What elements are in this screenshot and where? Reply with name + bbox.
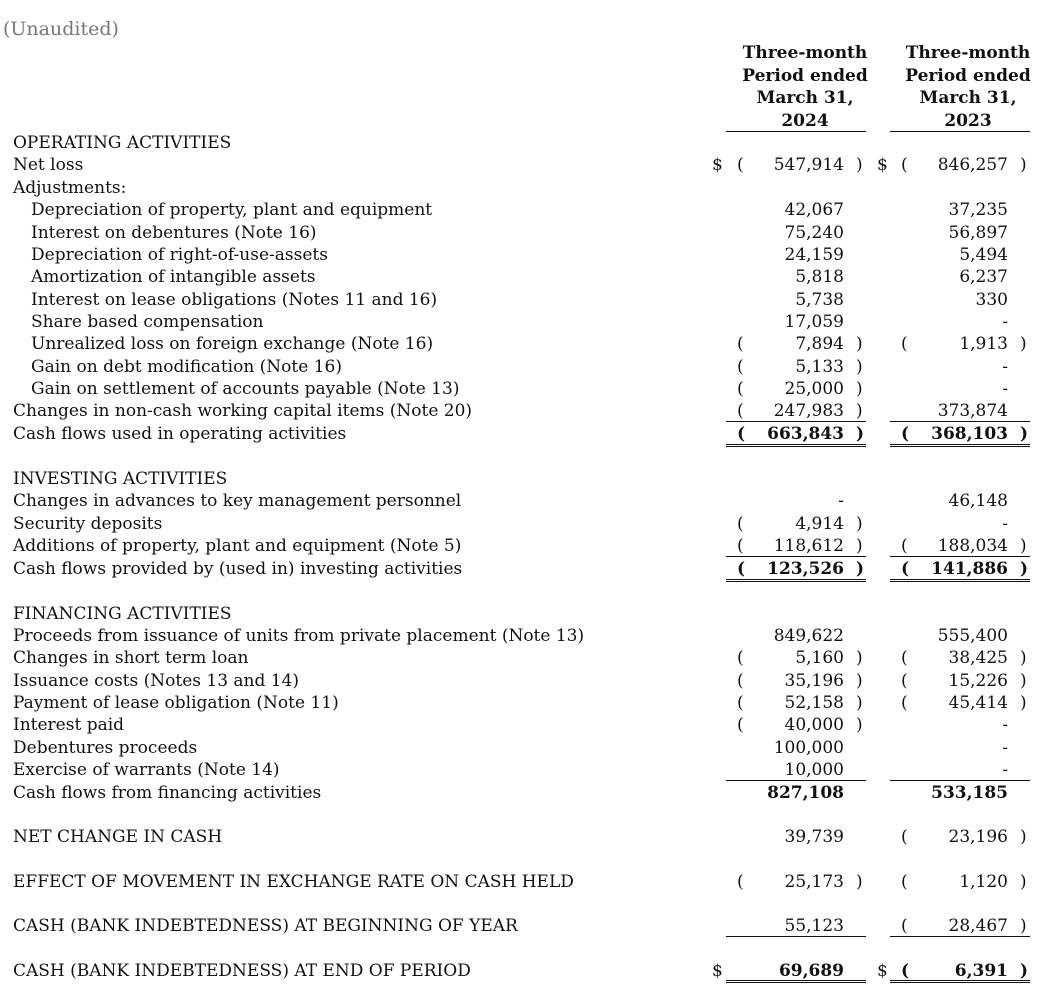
table-row <box>0 423 1042 445</box>
row-label: NET CHANGE IN CASH <box>13 827 223 847</box>
value-2023: 6,237 <box>959 267 1008 287</box>
row-label: Gain on settlement of accounts payable (Note 13) <box>31 379 460 399</box>
negative-close-paren: ) <box>1020 424 1029 444</box>
row-label: Changes in short term loan <box>13 648 249 668</box>
value-2024: 24,159 <box>784 245 844 265</box>
table-row <box>0 580 1042 602</box>
row-label: Payment of lease obligation (Note 11) <box>13 693 339 713</box>
value-2024: 17,059 <box>784 312 844 332</box>
value-2024: 52,158 <box>784 693 844 713</box>
value-2023: 368,103 <box>931 424 1008 444</box>
negative-open-paren: ( <box>737 536 744 556</box>
table-row <box>0 445 1042 467</box>
table-row <box>0 826 1042 848</box>
value-2024: 247,983 <box>773 401 844 421</box>
row-label: Amortization of intangible assets <box>31 267 316 287</box>
value-2024: 40,000 <box>784 715 844 735</box>
value-2024: 100,000 <box>773 738 844 758</box>
row-label: Interest on debentures (Note 16) <box>31 223 317 243</box>
negative-close-paren: ) <box>856 379 863 399</box>
table-row <box>0 714 1042 736</box>
negative-close-paren: ) <box>1020 648 1027 668</box>
value-2024: 69,689 <box>778 961 844 981</box>
row-label: FINANCING ACTIVITIES <box>13 604 232 624</box>
value-2024: 4,914 <box>795 514 844 534</box>
table-row <box>0 915 1042 937</box>
value-2024: 35,196 <box>784 671 844 691</box>
negative-close-paren: ) <box>856 559 865 579</box>
value-2023: - <box>1002 357 1008 377</box>
value-2023: 373,874 <box>937 401 1008 421</box>
row-label: EFFECT OF MOVEMENT IN EXCHANGE RATE ON CASH HELD <box>13 872 574 892</box>
negative-close-paren: ) <box>856 401 863 421</box>
table-row <box>0 400 1042 422</box>
row-label: Adjustments: <box>13 178 127 198</box>
value-2024: 827,108 <box>767 783 844 803</box>
table-row <box>0 737 1042 759</box>
value-2024: 663,843 <box>767 424 844 444</box>
table-row <box>0 222 1042 244</box>
value-2023: 46,148 <box>948 491 1008 511</box>
table-row <box>0 289 1042 311</box>
row-label: Exercise of warrants (Note 14) <box>13 760 280 780</box>
negative-open-paren: ( <box>737 648 744 668</box>
table-row <box>0 692 1042 714</box>
negative-close-paren: ) <box>1020 155 1027 175</box>
value-2024: 5,133 <box>795 357 844 377</box>
negative-open-paren: ( <box>737 715 744 735</box>
value-2024: 55,123 <box>784 916 844 936</box>
row-label: Depreciation of property, plant and equipment <box>31 200 433 220</box>
value-2024: 547,914 <box>773 155 844 175</box>
value-2023: 330 <box>975 290 1008 310</box>
negative-close-paren: ) <box>1020 334 1027 354</box>
column-header-line: 2024 <box>781 110 829 131</box>
value-2024: 118,612 <box>773 536 844 556</box>
negative-open-paren: ( <box>737 379 744 399</box>
value-2023: 6,391 <box>954 961 1008 981</box>
currency-symbol: $ <box>712 961 723 981</box>
column-header-line: Three-month <box>742 43 868 63</box>
table-row <box>0 960 1042 982</box>
row-label: Unrealized loss on foreign exchange (Note 16) <box>31 334 434 354</box>
table-row <box>0 378 1042 400</box>
row-label: INVESTING ACTIVITIES <box>13 469 228 489</box>
value-2023: 1,120 <box>959 872 1008 892</box>
currency-symbol: $ <box>712 155 723 175</box>
negative-close-paren: ) <box>856 715 863 735</box>
column-header-line: Period ended <box>742 65 868 86</box>
table-row <box>0 513 1042 535</box>
table-row <box>0 603 1042 625</box>
table-row <box>0 871 1042 893</box>
negative-open-paren: ( <box>737 693 744 713</box>
value-2023: 533,185 <box>931 783 1008 803</box>
negative-close-paren: ) <box>856 357 863 377</box>
value-2024: 5,818 <box>795 267 844 287</box>
negative-open-paren: ( <box>901 961 910 981</box>
table-row <box>0 558 1042 580</box>
row-label: OPERATING ACTIVITIES <box>13 133 232 153</box>
negative-close-paren: ) <box>1020 693 1027 713</box>
negative-open-paren: ( <box>901 827 908 847</box>
value-2023: - <box>1002 760 1008 780</box>
table-row <box>0 333 1042 355</box>
negative-open-paren: ( <box>737 424 746 444</box>
table-row <box>0 132 1042 154</box>
row-label: Debentures proceeds <box>13 738 198 758</box>
value-2024: 5,160 <box>795 648 844 668</box>
row-label: Interest on lease obligations (Notes 11 and 16) <box>31 290 438 310</box>
row-label: Proceeds from issuance of units from private placement (Note 13) <box>13 626 585 646</box>
column-header-line: March 31, <box>756 88 854 108</box>
value-2023: 846,257 <box>937 155 1008 175</box>
negative-open-paren: ( <box>901 424 910 444</box>
table-row <box>0 177 1042 199</box>
column-header-line: Period ended <box>905 65 1031 86</box>
negative-close-paren: ) <box>1020 872 1027 892</box>
table-row <box>0 759 1042 781</box>
table-row <box>0 266 1042 288</box>
negative-close-paren: ) <box>856 648 863 668</box>
negative-open-paren: ( <box>737 401 744 421</box>
value-2023: 23,196 <box>948 827 1008 847</box>
currency-symbol: $ <box>877 155 888 175</box>
column-header-line: Three-month <box>905 43 1031 63</box>
value-2024: 42,067 <box>784 200 844 220</box>
row-label: Depreciation of right-of-use-assets <box>31 245 328 265</box>
negative-open-paren: ( <box>737 155 744 175</box>
row-label: Gain on debt modification (Note 16) <box>31 357 342 377</box>
row-label: Share based compensation <box>31 312 264 332</box>
table-row <box>0 199 1042 221</box>
table-row <box>0 468 1042 490</box>
row-label: Changes in advances to key management personnel <box>13 491 462 511</box>
table-row <box>0 244 1042 266</box>
column-header-line: 2023 <box>944 110 992 131</box>
row-label: Cash flows from financing activities <box>13 783 322 803</box>
table-row <box>0 893 1042 915</box>
row-label: Cash flows used in operating activities <box>13 424 347 444</box>
negative-open-paren: ( <box>737 872 744 892</box>
row-label: Net loss <box>13 155 84 175</box>
row-label: Issuance costs (Notes 13 and 14) <box>13 671 300 691</box>
currency-symbol: $ <box>877 961 888 981</box>
row-label: Cash flows provided by (used in) investing activities <box>13 559 463 579</box>
negative-open-paren: ( <box>901 671 908 691</box>
negative-close-paren: ) <box>1020 827 1027 847</box>
value-2024: 25,173 <box>784 872 844 892</box>
negative-close-paren: ) <box>856 155 863 175</box>
negative-open-paren: ( <box>901 155 908 175</box>
table-row <box>0 804 1042 826</box>
value-2024: 7,894 <box>795 334 844 354</box>
row-label: CASH (BANK INDEBTEDNESS) AT END OF PERIOD <box>13 961 471 981</box>
value-2023: 5,494 <box>959 245 1008 265</box>
negative-open-paren: ( <box>901 334 908 354</box>
negative-open-paren: ( <box>737 559 746 579</box>
negative-close-paren: ) <box>1020 559 1029 579</box>
negative-close-paren: ) <box>856 536 863 556</box>
row-label: Security deposits <box>13 514 163 534</box>
table-row <box>0 311 1042 333</box>
value-2023: 38,425 <box>948 648 1008 668</box>
value-2024: 123,526 <box>767 559 844 579</box>
value-2024: 39,739 <box>784 827 844 847</box>
negative-open-paren: ( <box>901 872 908 892</box>
table-row <box>0 490 1042 512</box>
value-2023: - <box>1002 379 1008 399</box>
unaudited-note: (Unaudited) <box>3 18 119 40</box>
negative-open-paren: ( <box>901 916 908 936</box>
value-2023: 45,414 <box>948 693 1008 713</box>
negative-close-paren: ) <box>1020 961 1029 981</box>
value-2023: - <box>1002 738 1008 758</box>
negative-open-paren: ( <box>901 693 908 713</box>
value-2023: 37,235 <box>948 200 1008 220</box>
value-2023: - <box>1002 715 1008 735</box>
negative-open-paren: ( <box>901 559 910 579</box>
negative-open-paren: ( <box>737 357 744 377</box>
column-header-line: March 31, <box>919 88 1017 108</box>
value-2024: 10,000 <box>784 760 844 780</box>
negative-close-paren: ) <box>856 671 863 691</box>
negative-close-paren: ) <box>856 334 863 354</box>
value-2024: - <box>838 491 844 511</box>
value-2023: 28,467 <box>948 916 1008 936</box>
table-row <box>0 647 1042 669</box>
negative-close-paren: ) <box>1020 536 1027 556</box>
negative-open-paren: ( <box>737 334 744 354</box>
negative-close-paren: ) <box>856 424 865 444</box>
value-2023: 56,897 <box>948 223 1008 243</box>
value-2024: 5,738 <box>795 290 844 310</box>
value-2024: 849,622 <box>773 626 844 646</box>
value-2024: 25,000 <box>784 379 844 399</box>
negative-open-paren: ( <box>901 536 908 556</box>
negative-close-paren: ) <box>856 872 863 892</box>
negative-close-paren: ) <box>1020 671 1027 691</box>
negative-close-paren: ) <box>1020 916 1027 936</box>
table-row <box>0 937 1042 959</box>
negative-close-paren: ) <box>856 693 863 713</box>
row-label: Interest paid <box>13 715 125 735</box>
column-header-2023 <box>898 42 1038 132</box>
row-label: Additions of property, plant and equipment (Note 5) <box>13 536 462 556</box>
value-2023: 141,886 <box>931 559 1008 579</box>
negative-open-paren: ( <box>737 514 744 534</box>
value-2023: 15,226 <box>948 671 1008 691</box>
negative-open-paren: ( <box>901 648 908 668</box>
table-row <box>0 782 1042 804</box>
value-2023: - <box>1002 312 1008 332</box>
table-row <box>0 670 1042 692</box>
value-2023: 555,400 <box>937 626 1008 646</box>
row-label: CASH (BANK INDEBTEDNESS) AT BEGINNING OF YEAR <box>13 916 518 936</box>
column-header-2024 <box>735 42 875 132</box>
row-label: Changes in non-cash working capital items (Note 20) <box>13 401 473 421</box>
negative-open-paren: ( <box>737 671 744 691</box>
table-row <box>0 848 1042 870</box>
value-2023: 1,913 <box>959 334 1008 354</box>
value-2023: 188,034 <box>937 536 1008 556</box>
table-row <box>0 154 1042 176</box>
value-2024: 75,240 <box>784 223 844 243</box>
value-2023: - <box>1002 514 1008 534</box>
table-row <box>0 535 1042 557</box>
table-row <box>0 356 1042 378</box>
table-row <box>0 625 1042 647</box>
negative-close-paren: ) <box>856 514 863 534</box>
